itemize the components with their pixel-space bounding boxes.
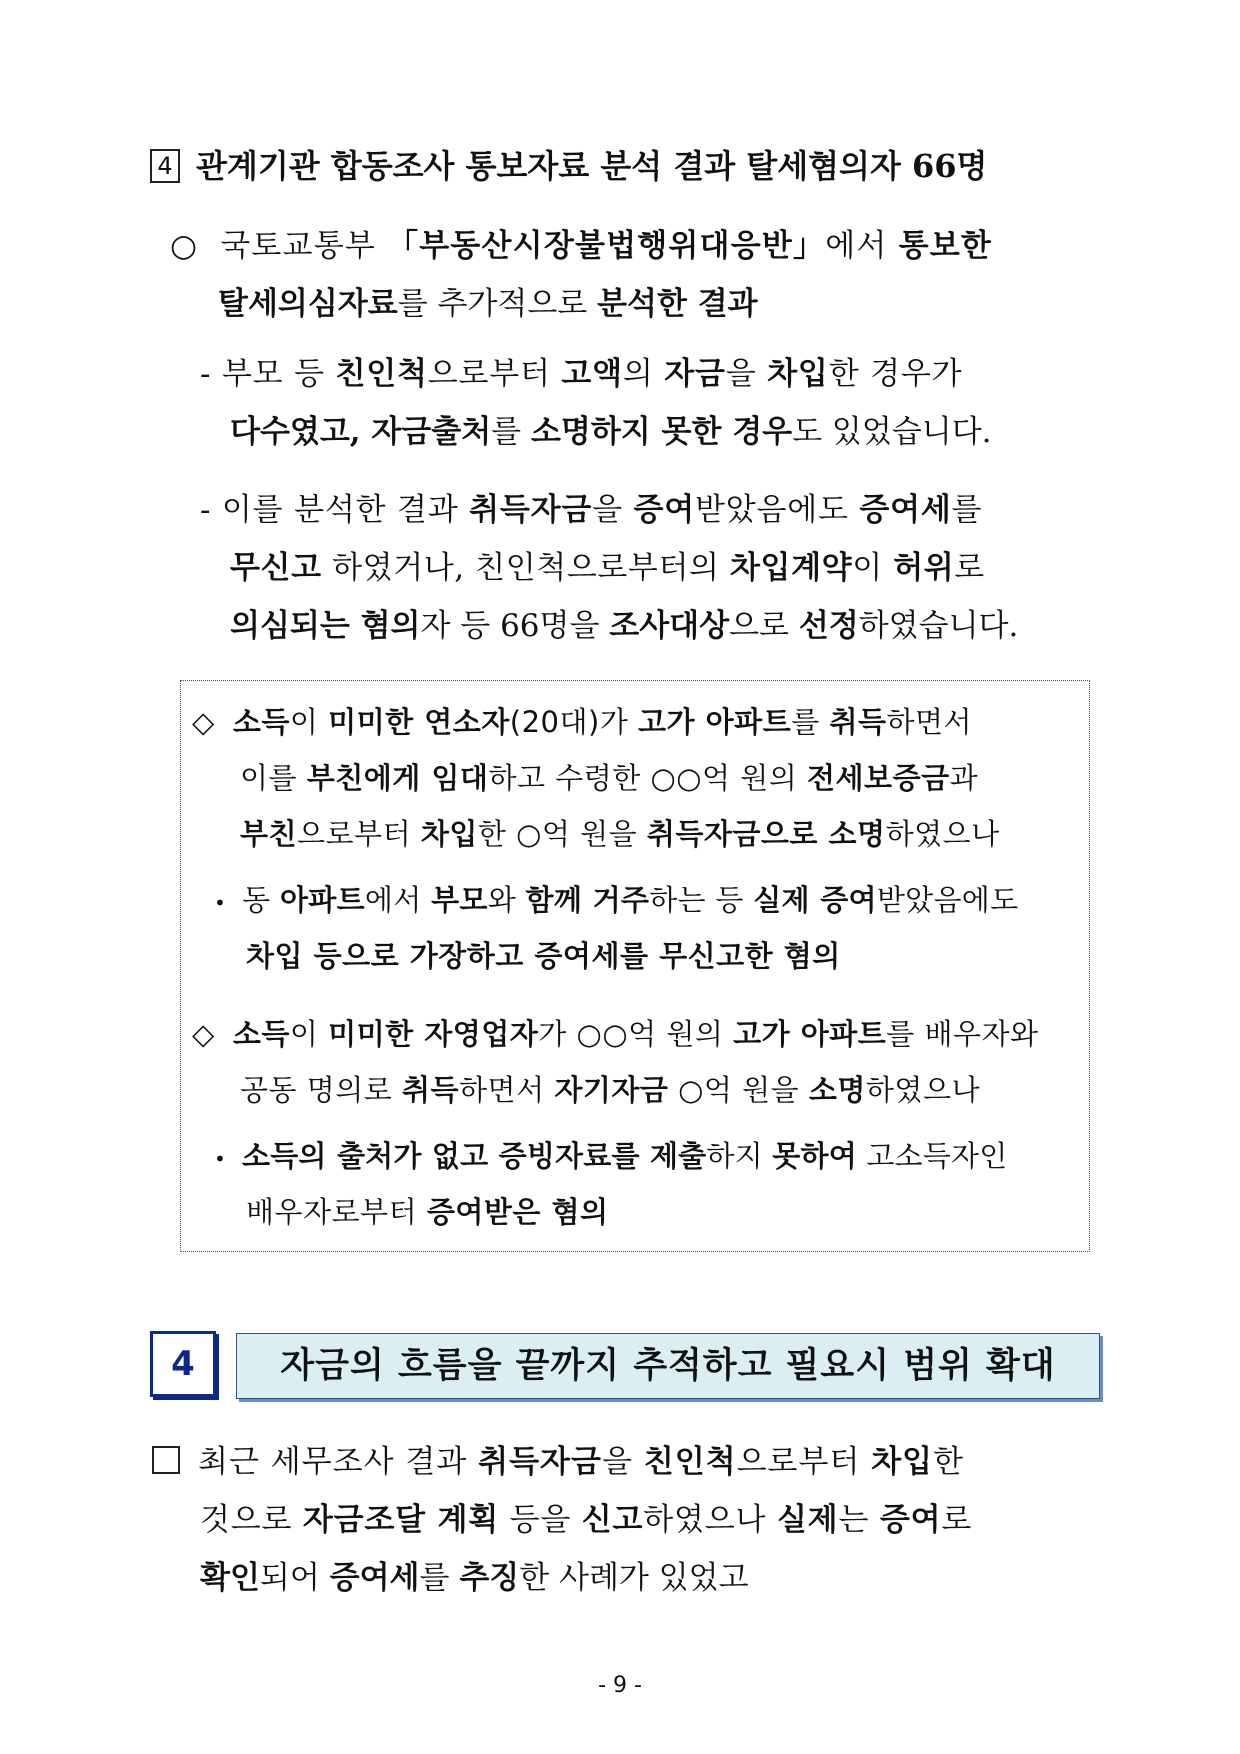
checkbox-square-icon <box>152 1446 180 1474</box>
example2-bullet-line2: 배우자로부터 증여받은 혐의 <box>246 1195 609 1229</box>
heading-number: 4 <box>150 149 180 183</box>
dash2-line3: 의심되는 혐의자 등 66명을 조사대상으로 선정하였습니다. <box>230 608 1019 644</box>
dash2-line1: - 이를 분석한 결과 취득자금을 증여받았음에도 증여세를 <box>200 492 983 528</box>
box-item-line1: 최근 세무조사 결과 취득자금을 친인척으로부터 차입한 <box>152 1442 964 1482</box>
example1-line1: ◇ 소득이 미미한 연소자(20대)가 고가 아파트를 취득하면서 <box>192 705 973 739</box>
circle-symbol: ○ <box>170 228 199 264</box>
example1-line3: 부친으로부터 차입한 ○억 원을 취득자금으로 소명하였으나 <box>240 817 1000 851</box>
diamond-icon: ◇ <box>192 705 215 739</box>
box-item-line2: 것으로 자금조달 계획 등을 신고하였으나 실제는 증여로 <box>200 1502 973 1538</box>
section-number-badge: 4 <box>150 1331 216 1397</box>
heading-text: 관계기관 합동조사 통보자료 분석 결과 탈세혐의자 66명 <box>196 147 988 185</box>
dash1-line1: - 부모 등 친인척으로부터 고액의 자금을 차입한 경우가 <box>200 356 963 392</box>
circle-item-line1: ○ 국토교통부 「부동산시장불법행위대응반」에서 통보한 <box>170 228 993 264</box>
circle-item-line2: 탈세의심자료를 추가적으로 분석한 결과 <box>218 286 758 322</box>
heading-line <box>150 146 987 186</box>
box-item-line3: 확인되어 증여세를 추징한 사례가 있었고 <box>200 1560 749 1596</box>
section-title: 자금의 흐름을 끝까지 추적하고 필요시 범위 확대 <box>236 1333 1100 1399</box>
example1-bullet-line2: 차입 등으로 가장하고 증여세를 무신고한 혐의 <box>246 939 841 973</box>
example2-line2: 공동 명의로 취득하면서 자기자금 ○억 원을 소명하였으나 <box>240 1073 980 1107</box>
bullet-icon: • <box>214 1147 226 1171</box>
example1-line2: 이를 부친에게 임대하고 수령한 ○○억 원의 전세보증금과 <box>240 761 979 795</box>
page-number: - 9 - <box>598 1673 642 1698</box>
example2-line1: ◇ 소득이 미미한 자영업자가 ○○억 원의 고가 아파트를 배우자와 <box>192 1017 1039 1051</box>
diamond-icon: ◇ <box>192 1017 215 1051</box>
bullet-icon: • <box>214 891 227 915</box>
example2-bullet-line1: • 소득의 출처가 없고 증빙자료를 제출하지 못하여 고소득자인 <box>214 1139 1008 1173</box>
example1-bullet-line1: • 동 아파트에서 부모와 함께 거주하는 등 실제 증여받았음에도 <box>214 883 1019 917</box>
dash2-line2: 무신고 하였거나, 친인척으로부터의 차입계약이 허위로 <box>230 550 985 586</box>
dash1-line2: 다수였고, 자금출처를 소명하지 못한 경우도 있었습니다. <box>230 414 992 450</box>
